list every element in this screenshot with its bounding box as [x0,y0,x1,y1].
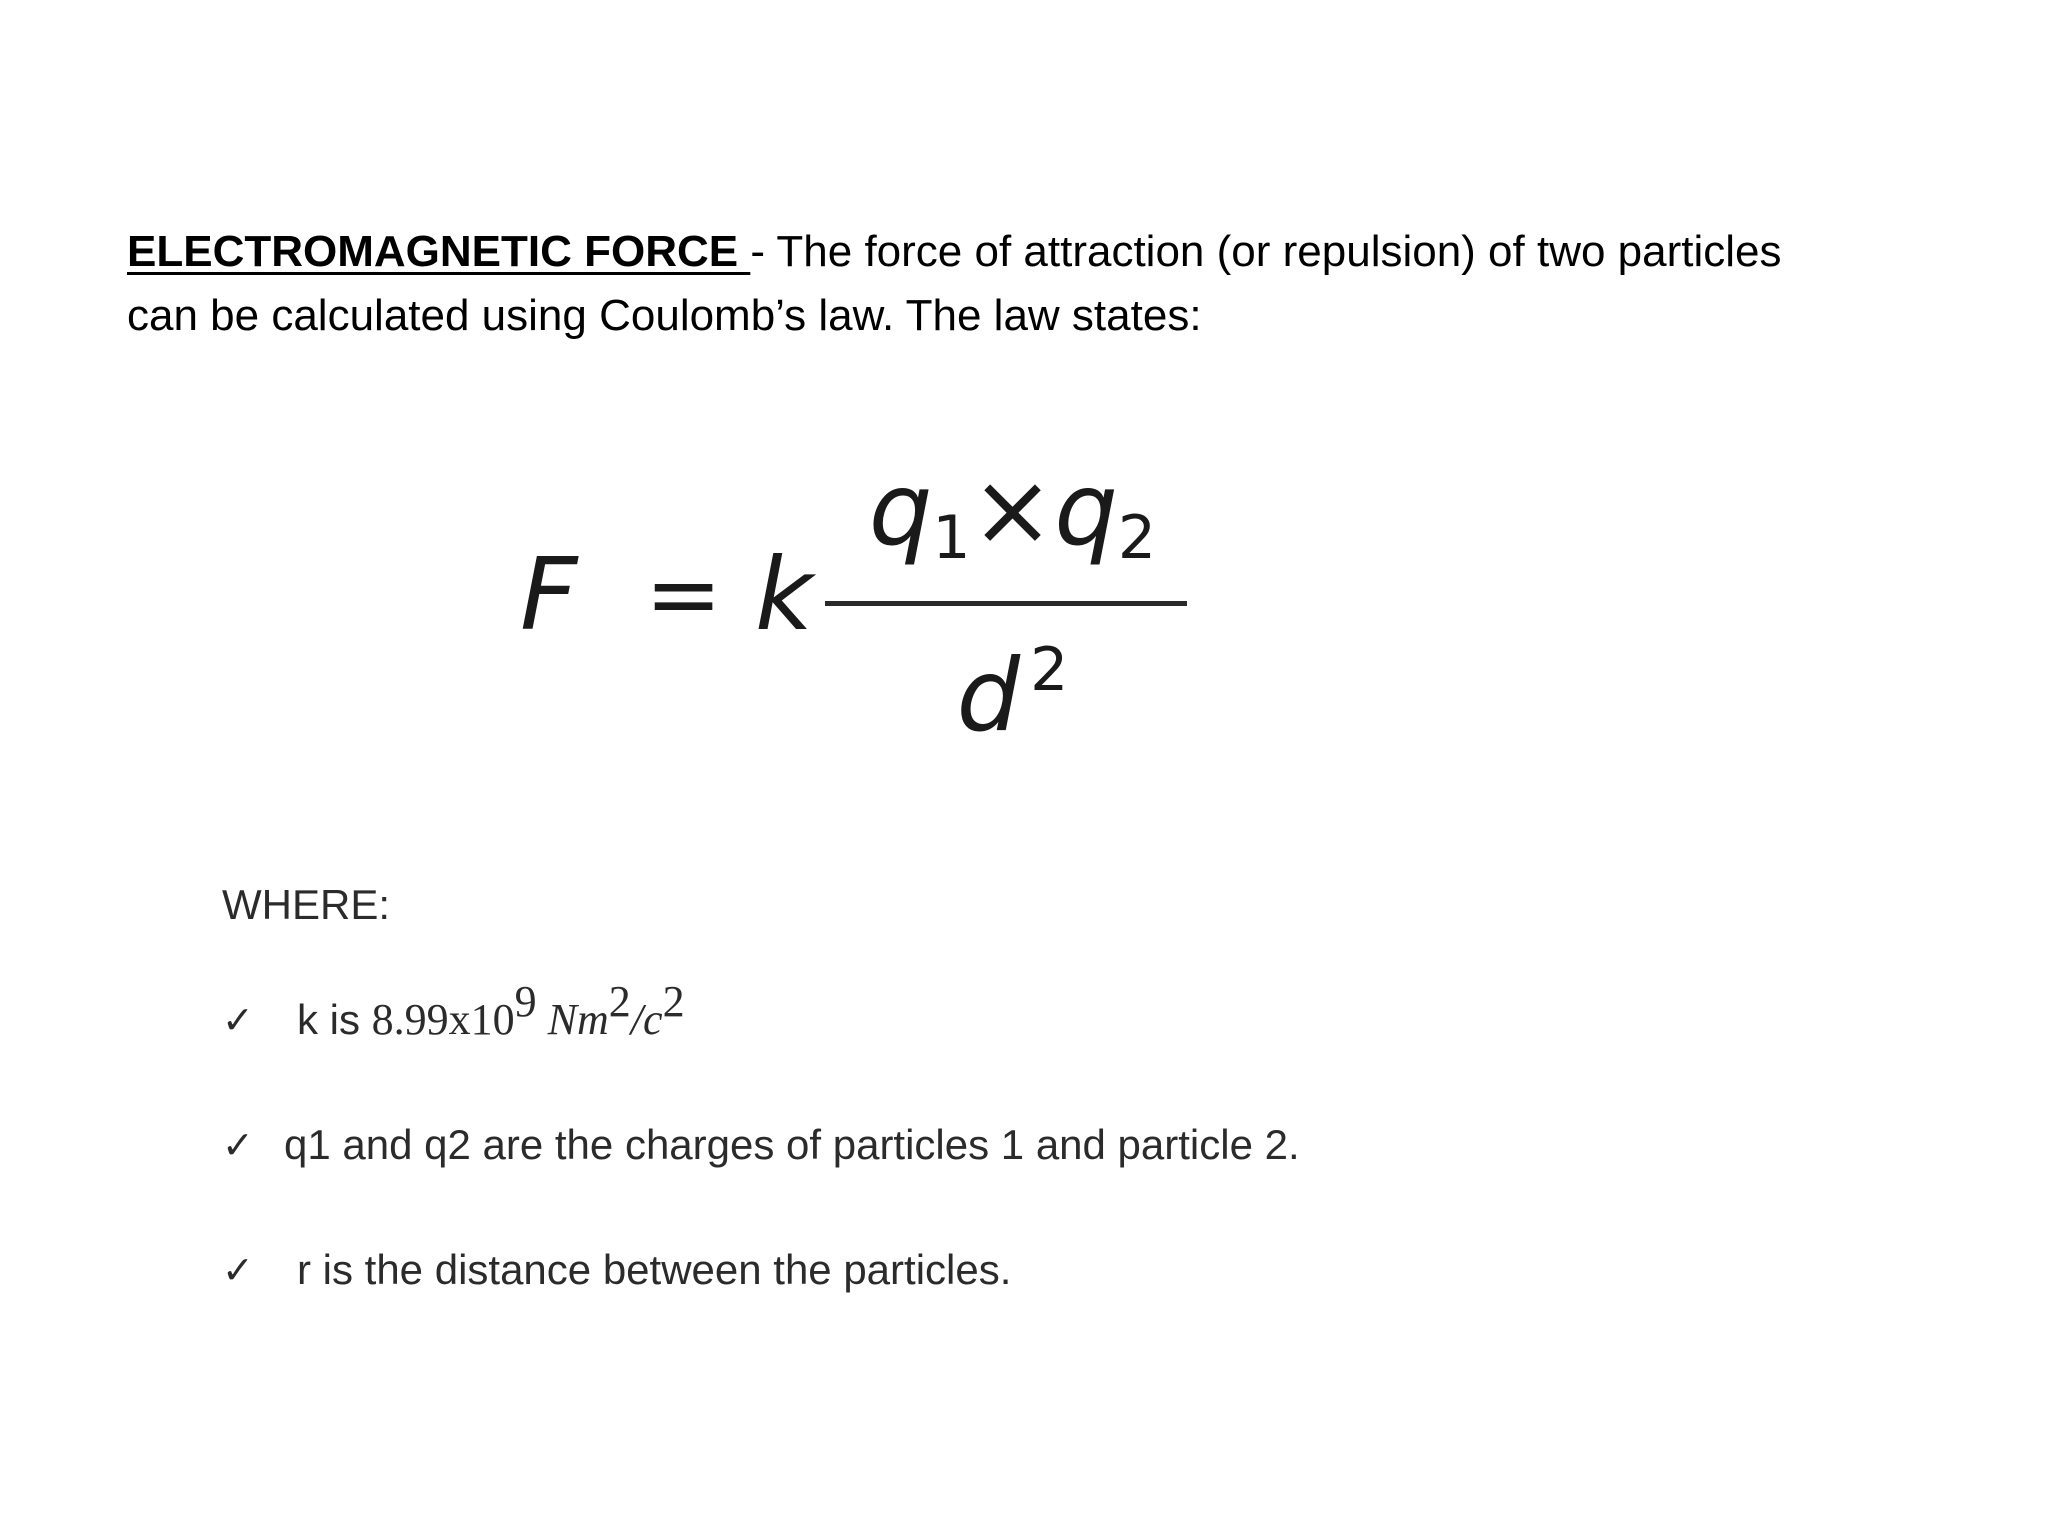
where-label: WHERE: [222,881,390,928]
formula-denominator [840,605,1185,761]
checkmark-icon: ✓ [222,998,254,1042]
formula-q1: q [868,451,933,568]
definition-r [222,1240,1922,1300]
formula-times: × [970,451,1055,568]
formula-q2: q [1054,451,1118,568]
formula-d: d [956,637,1021,754]
term-heading: ELECTROMAGNETIC FORCE [127,227,751,276]
k-unit: Nm [536,995,609,1044]
formula-equals: = [645,541,723,648]
formula-numerator [840,451,1185,593]
k-value: 8.99x10 [371,995,515,1044]
intro-text-line2: can be calculated using Coulomb’s law. The law states: [127,291,1202,340]
checkmark-icon: ✓ [222,1248,254,1292]
definition-k [222,977,1922,1050]
k-prefix: k is [297,996,372,1043]
k-exponent: 9 [514,977,537,1026]
checkmark-icon: ✓ [222,1123,254,1167]
intro-paragraph [127,220,1927,348]
formula-sub2: 2 [1117,503,1157,573]
coulomb-formula [520,451,1200,755]
definition-k-text [297,977,685,1050]
definition-q-text: q1 and q2 are the charges of particles 1 and particle 2. [284,1121,1300,1168]
definition-r-text: r is the distance between the particles. [297,1246,1012,1293]
k-unit-div: /c [630,995,663,1044]
formula-sub1: 1 [932,503,971,573]
formula-constant: k [755,536,813,653]
definition-q [222,1115,1922,1175]
formula-d-exp: 2 [1030,635,1069,705]
definitions-list [222,977,1922,1365]
intro-text-line1: - The force of attraction (or repulsion) of two particles [750,227,1782,276]
k-unit-div-exp: 2 [662,977,685,1026]
k-unit-exp: 2 [608,977,631,1026]
formula-force: F [520,536,578,653]
